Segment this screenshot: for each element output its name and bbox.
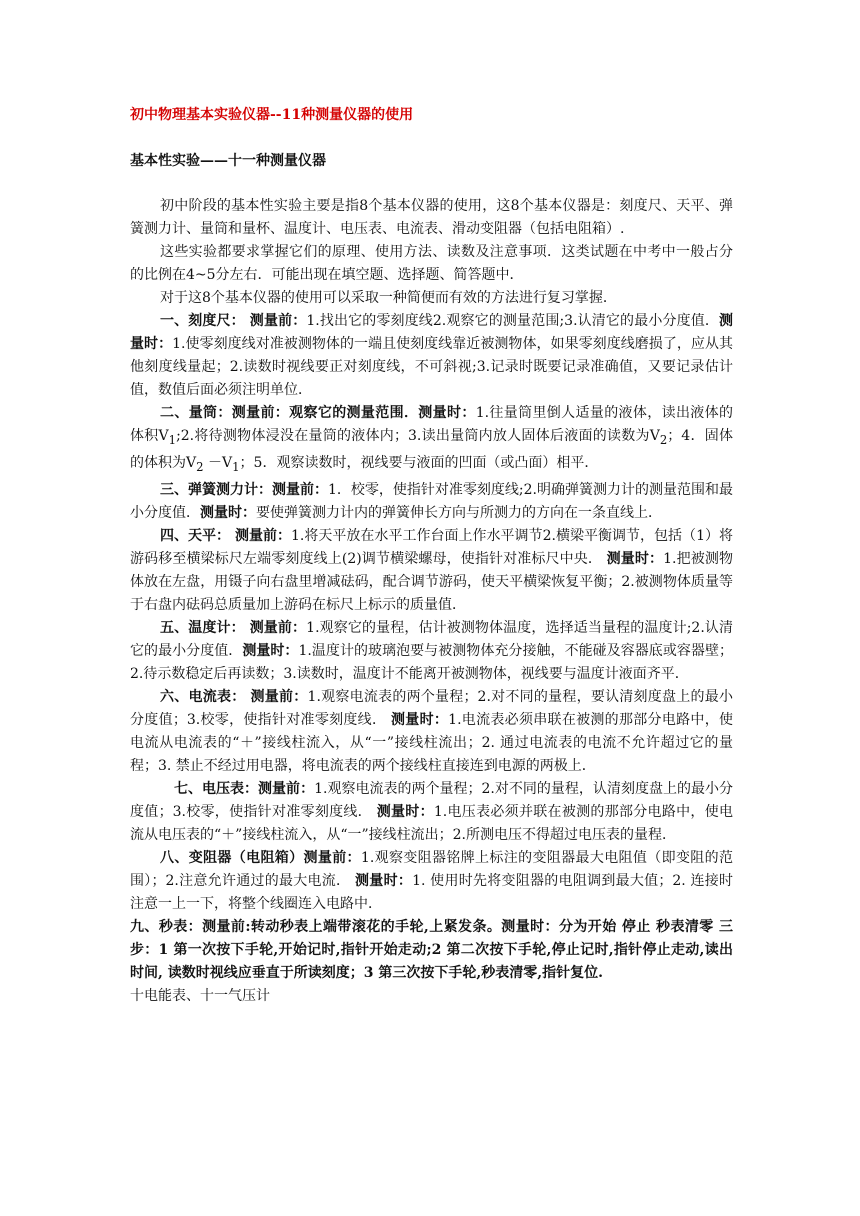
thermometer-during-text: 1.温度计的玻璃泡要与被测物体充分接触，不能碰及容器底或容器壁；2.待示数稳定后再读数；3.读数时，温度计不能离开被测物体，视线要与温度计液面齐平．	[130, 642, 733, 682]
balance-section	[130, 525, 733, 617]
cylinder-text-b: ;2.将待测物体浸没在量筒的液体内；3.读出量筒内放人固体后液面的读数为V	[176, 428, 660, 444]
ammeter-heading: 六、电流表： 测量前：	[160, 688, 308, 705]
ruler-during-label: 测量时：	[130, 313, 733, 352]
thermometer-heading: 五、温度计： 测量前：	[160, 619, 307, 636]
cylinder-text-c: ；4．固体的体积为V	[130, 428, 733, 471]
rheostat-during-text: 1. 使用时先将变阻器的电阻调到最大值；2. 连接时注意一上一下，将整个线圈连入电路中．	[130, 872, 734, 912]
document-body	[130, 195, 733, 1008]
balance-before-text: 1.将天平放在水平工作台面上作水平调节2.横梁平衡调节，包括（1）将游码移至横梁标尺左端零刻度线上(2)调节横梁螺母，使指针对准标尺中央．	[130, 527, 733, 567]
ruler-heading: 一、刻度尺： 测量前：	[160, 313, 307, 329]
stopwatch-section: 九、秒表：测量前:转动秒表上端带滚花的手轮,上紧发条。测量时：分为开始 停止 秒表清零 三步：1 第一次按下手轮,开始记时,指针开始走动;2 第二次按下手轮,停止记时,指针停止走动,读出时间, 读数时视线应垂直于所读刻度；3 第三次按下手轮,秒表清零,指针复位.	[130, 918, 733, 981]
intro-paragraph-2: 这些实验都要求掌握它们的原理、使用方法、读数及注意事项．这类试题在中考中一般占分的比例在4~5分左右．可能出现在填空题、选择题、简答题中．	[130, 244, 733, 283]
thermometer-before-text: 1.观察它的量程，估计被测物体温度，选择适当量程的温度计;2.认清它的最小分度值．	[130, 619, 734, 659]
intro-paragraph-3: 对于这8个基本仪器的使用可以采取一种简便而有效的方法进行复习掌握．	[160, 290, 617, 306]
cylinder-sub-2: 2	[659, 432, 668, 447]
rheostat-before-text: 1.观察变阻器铭牌上标注的变阻器最大电阻值（即变阻的范围）；2.注意允许通过的最大电流．	[130, 849, 734, 889]
ruler-before-text: 1.找出它的零刻度线2.观察它的测量范围;3.认清它的最小分度值．	[306, 313, 719, 329]
voltmeter-before-text: 1.观察电流表的两个量程；2.对不同的量程，认清刻度盘上的最小分度值；3.校零，使指针对准零刻度线．	[130, 780, 733, 820]
ruler-during-text: 1.使零刻度线对准被测物体的一端且使刻度线靠近被测物体，如果零刻度线磨损了，应从其他刻度线量起；2.读数时视线要正对刻度线，不可斜视;3.记录时既要记录准确值，又要记录估计值，数值后面必须注明单位．	[130, 336, 734, 398]
spring-scale-heading: 三、弹簧测力计：测量前：	[160, 481, 329, 498]
voltmeter-heading: 七、电压表：测量前：	[174, 780, 315, 797]
balance-during-text: 1.把被测物体放在左盘，用镊子向右盘里增减砝码，配合调节游码，使天平横梁恢复平衡；2.被测物体质量等于右盘内砝码总质量加上游码在标尺上标示的质量值．	[130, 550, 734, 613]
cylinder-heading: 二、量筒：测量前：观察它的测量范围．测量时：	[160, 405, 476, 421]
spring-scale-before-text: 1．校零，使指针对准零刻度线;2.明确弹簧测力计的测量范围和最小分度值．	[130, 481, 734, 521]
balance-heading: 四、天平： 测量前：	[160, 527, 291, 544]
spring-scale-during-text: 要使弹簧测力计内的弹簧伸长方向与所测力的方向在一条直线上．	[256, 504, 662, 521]
thermometer-section	[130, 617, 733, 686]
cylinder-text-e: ；5．观察读数时，视线要与液面的凹面（或凸面）相平．	[239, 454, 599, 471]
cylinder-sub-1: 1	[168, 432, 177, 447]
remaining-instruments: 十电能表、十一气压计	[130, 987, 270, 1004]
ammeter-section	[130, 686, 733, 778]
cylinder-sub-4: 1	[232, 459, 240, 474]
spring-scale-during-label: 测量时：	[200, 504, 256, 521]
ammeter-during-label: 测量时：	[391, 711, 449, 728]
ammeter-before-text: 1.观察电流表的两个量程；2.对不同的量程，要认清刻度盘上的最小分度值；3.校零，使指针对准零刻度线．	[130, 688, 733, 728]
ruler-section	[130, 310, 733, 402]
cylinder-section	[130, 402, 733, 479]
cylinder-sub-3: 2	[196, 459, 204, 474]
cylinder-text-a: 1.往量筒里倒人适量的液体，读出液体的体积V	[130, 405, 734, 444]
voltmeter-section	[130, 778, 733, 847]
voltmeter-during-label: 测量时：	[376, 803, 434, 820]
document-title: 初中物理基本实验仪器--11种测量仪器的使用	[130, 107, 414, 123]
intro-paragraph-1: 初中阶段的基本性实验主要是指8个基本仪器的使用，这8个基本仪器是：刻度尺、天平、弹簧测力计、量筒和量杯、温度计、电压表、电流表、滑动变阻器（包括电阻箱）.	[130, 198, 733, 237]
rheostat-heading: 八、变阻器（电阻箱）测量前：	[160, 849, 361, 866]
spring-scale-section	[130, 479, 733, 525]
ammeter-during-text: 1.电流表必须串联在被测的那部分电路中，使电流从电流表的“＋”接线柱流入，从“一”接线柱流出；2. 通过电流表的电流不允许超过它的量程；3. 禁止不经过用电器，将电流表的两个接线柱直接连到电源的两极上．	[130, 711, 733, 774]
cylinder-text-d: －V	[203, 454, 233, 471]
thermometer-during-label: 测量时：	[242, 642, 299, 659]
rheostat-section	[130, 847, 733, 916]
rheostat-during-label: 测量时：	[355, 872, 413, 889]
balance-during-label: 测量时：	[606, 550, 664, 567]
section-heading: 基本性实验——十一种测量仪器	[130, 153, 326, 169]
voltmeter-during-text: 1.电压表必须并联在被测的那部分电路中，使电流从电压表的“＋”接线柱流入，从“一”接线柱流出；2.所测电压不得超过电压表的量程．	[130, 803, 734, 843]
